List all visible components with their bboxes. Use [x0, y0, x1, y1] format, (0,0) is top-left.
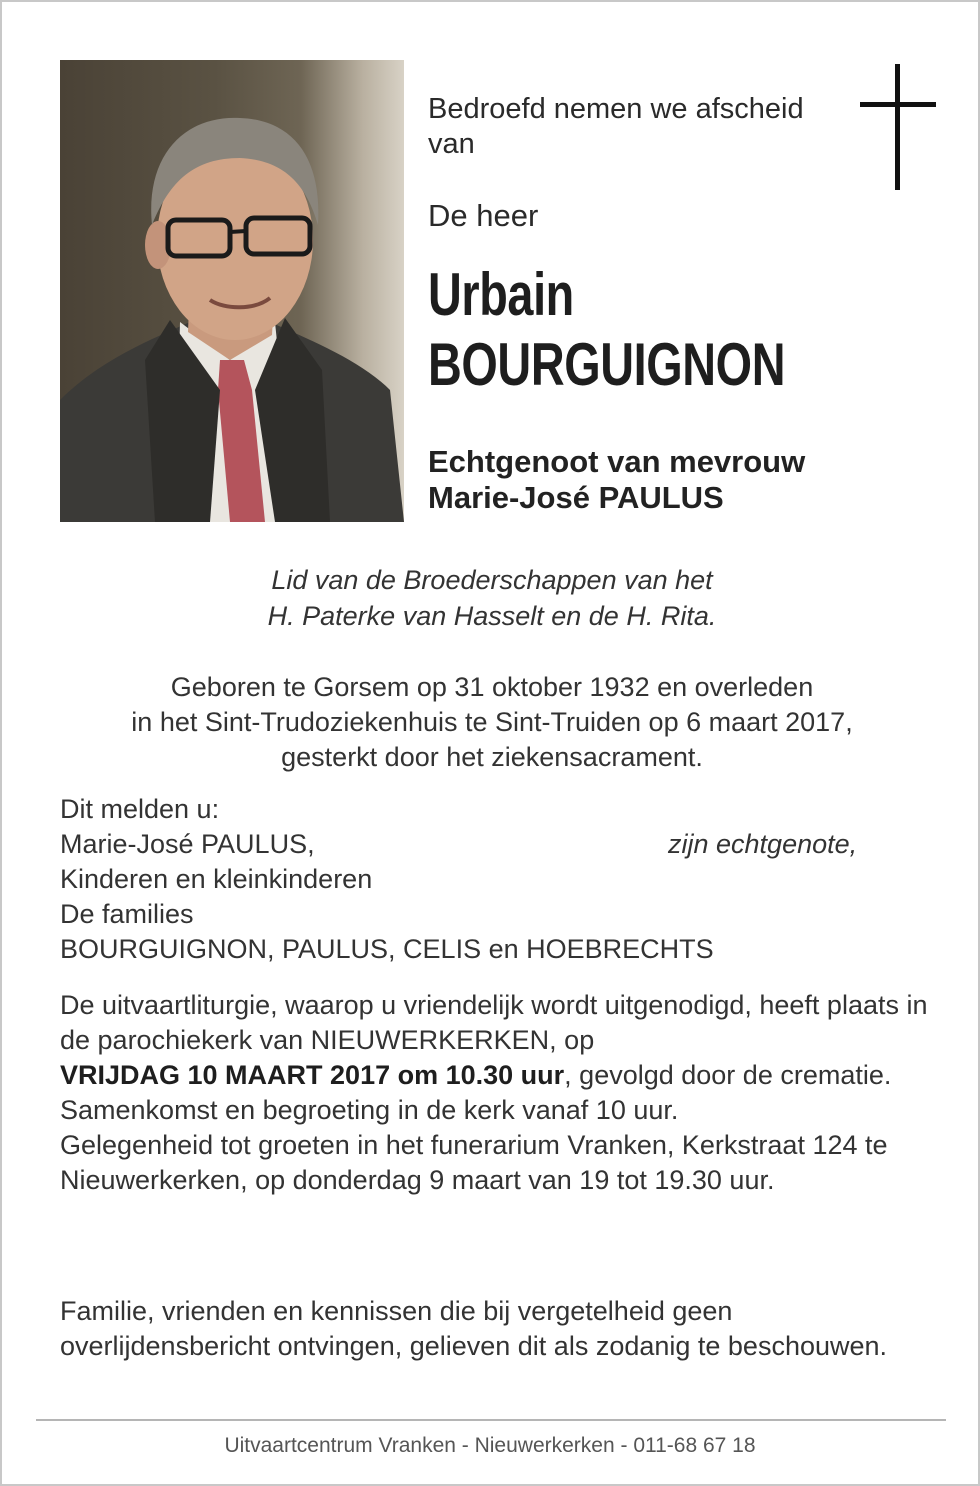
birth-death-line-1: Geboren te Gorsem op 31 oktober 1932 en overleden — [170, 672, 814, 702]
portrait-illustration — [60, 60, 404, 522]
intro-text: Bedroefd nemen we afscheid van — [428, 93, 804, 160]
footer-divider — [36, 1419, 946, 1421]
membership-line-1: Lid van de Broederschappen van het — [271, 565, 713, 595]
announcer-children: Kinderen en kleinkinderen — [60, 864, 373, 894]
funeral-home-footer: Uitvaartcentrum Vranken - Nieuwerkerken - 011-68 67 18 — [224, 1434, 756, 1457]
closing-note: Familie, vrienden en kennissen die bij vergetelheid geen overlijdensbericht ontvingen, gelieven dit als zodanig te beschouwen. — [60, 1296, 888, 1361]
ceremony-info — [60, 988, 940, 1198]
announcer-spouse-role: zijn echtgenote, — [668, 829, 858, 859]
announcer-spouse-name: Marie-José PAULUS, — [60, 829, 315, 859]
last-name: BOURGUIGNON — [428, 331, 786, 398]
birth-death-line-3: gesterkt door het ziekensacrament. — [281, 742, 703, 772]
cross-icon — [860, 64, 936, 190]
spouse-line-2: Marie-José PAULUS — [428, 480, 724, 515]
announcers-heading: Dit melden u: — [60, 794, 220, 824]
ceremony-gathering: Samenkomst en begroeting in de kerk vanaf 10 uur. — [60, 1095, 679, 1125]
birth-death-line-2: in het Sint-Trudoziekenhuis te Sint-Truiden op 6 maart 2017, — [131, 707, 853, 737]
deceased-name — [428, 260, 785, 400]
ceremony-date: VRIJDAG 10 MAART 2017 om 10.30 uur — [60, 1060, 565, 1090]
birth-death-info — [2, 670, 980, 775]
first-name: Urbain — [428, 261, 574, 328]
announcer-families-names: BOURGUIGNON, PAULUS, CELIS en HOEBRECHTS — [60, 934, 714, 964]
membership-line-2: H. Paterke van Hasselt en de H. Rita. — [267, 601, 717, 631]
announcer-families-label: De families — [60, 899, 194, 929]
portrait-photo — [60, 60, 404, 522]
ceremony-viewing: Gelegenheid tot groeten in het funerarium Vranken, Kerkstraat 124 te Nieuwerkerken, op donderdag 9 maart van 19 tot 19.30 uur. — [60, 1130, 888, 1195]
ceremony-paragraph — [60, 988, 940, 1093]
membership — [2, 562, 980, 634]
ceremony-text-after: , gevolgd door de crematie. — [564, 1060, 892, 1090]
honorific: De heer — [428, 198, 539, 233]
spouse-line-1: Echtgenoot van mevrouw — [428, 444, 806, 479]
announcers — [60, 792, 900, 967]
spouse-info — [428, 444, 805, 516]
announcer-spouse-row — [60, 827, 900, 862]
ceremony-text-before: De uitvaartliturgie, waarop u vriendelijk wordt uitgenodigd, heeft plaats in de parochiekerk van NIEUWERKERKEN, op — [60, 990, 928, 1055]
